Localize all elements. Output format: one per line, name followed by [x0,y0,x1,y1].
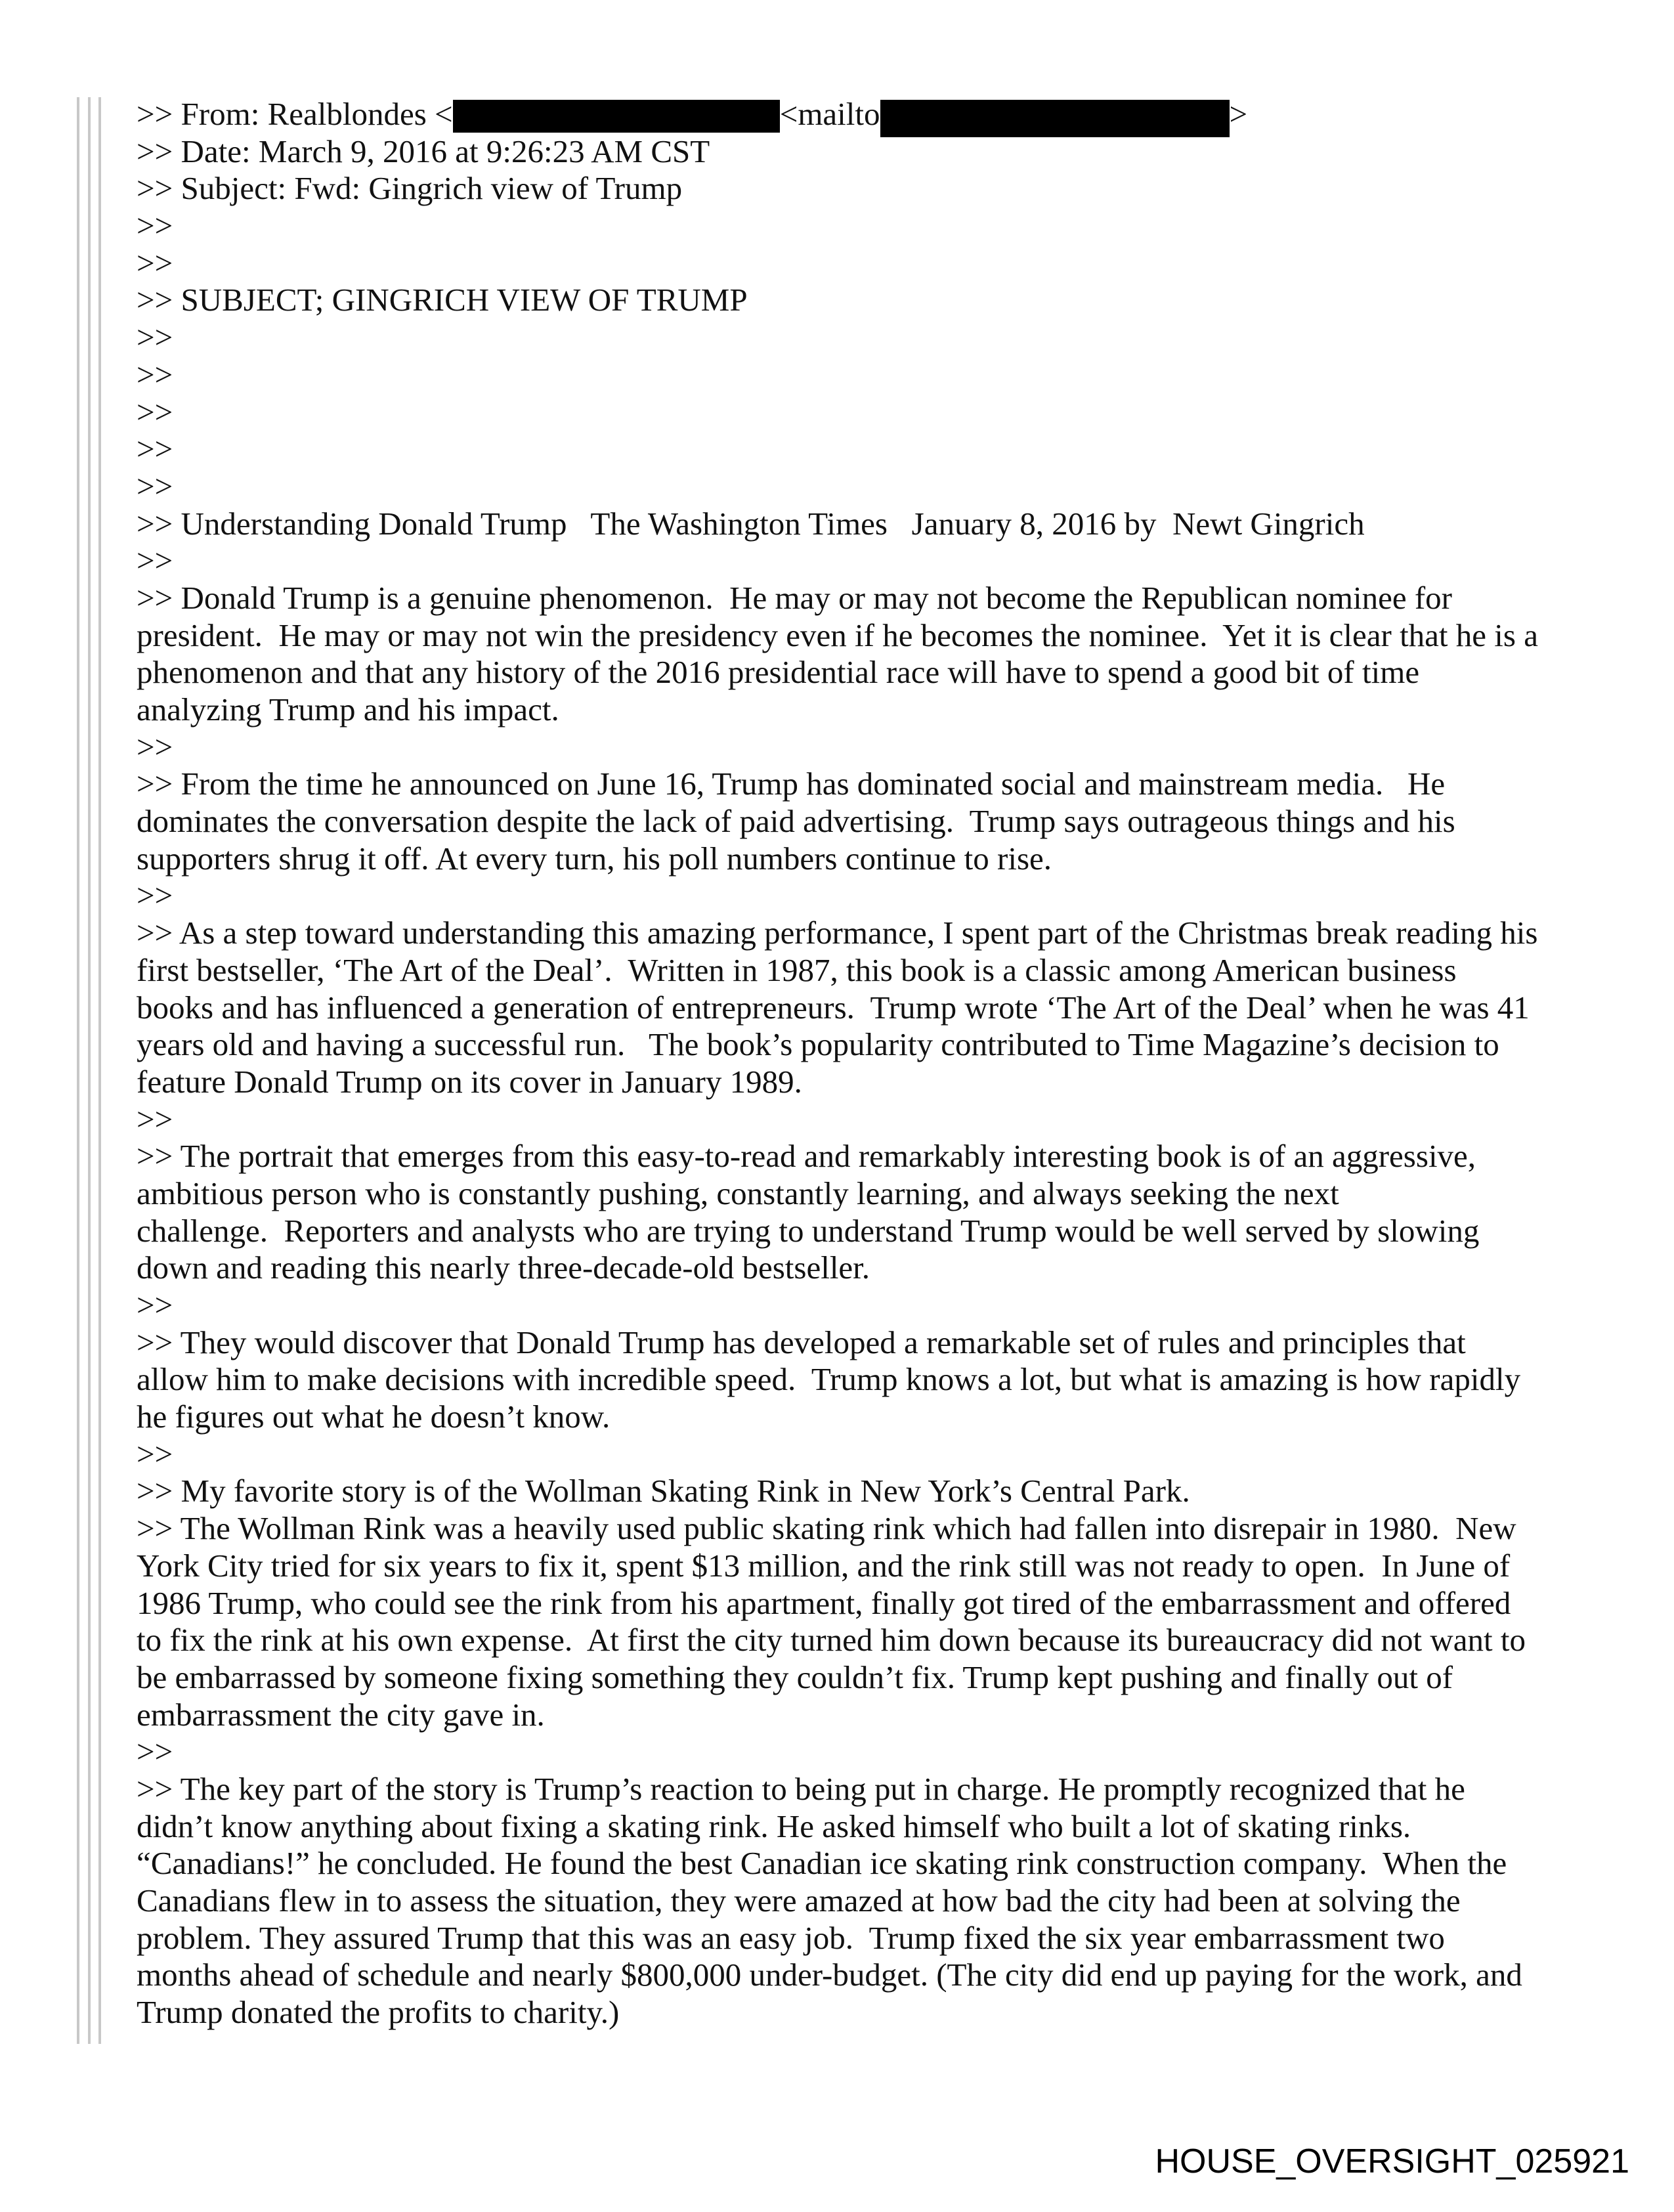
text-line: supporters shrug it off. At every turn, his poll numbers continue to rise. [137,840,1052,877]
text-line: >> [137,467,173,504]
text-line: >> [137,207,173,244]
quote-bar [88,97,91,2044]
text-line: >> My favorite story is of the Wollman Skating Rink in New York’s Central Park. [137,1473,1190,1509]
text-line: he figures out what he doesn’t know. [137,1399,611,1435]
text-line: >> [137,1100,173,1137]
from-line [137,96,1538,133]
text-line: dominates the conversation despite the lack of paid advertising. Trump says outrageous things and his [137,803,1455,840]
text-line: didn’t know anything about fixing a skating rink. He asked himself who built a lot of skating rinks. [137,1808,1411,1844]
text-line: >> [137,319,173,356]
text-line: ambitious person who is constantly pushing, constantly learning, and always seeking the next [137,1175,1339,1211]
text-line: Trump donated the profits to charity.) [137,1994,620,2031]
text-line: >> Understanding Donald Trump The Washington Times January 8, 2016 by Newt Gingrich [137,505,1365,542]
text-line: months ahead of schedule and nearly $800,000 under-budget. (The city did end up paying for the work, and [137,1957,1522,1993]
text-line: feature Donald Trump on its cover in January 1989. [137,1063,802,1100]
from-label: >> From: Realblondes < [137,96,453,132]
text-line: “Canadians!” he concluded. He found the best Canadian ice skating rink construction company. When the [137,1845,1507,1882]
from-suffix: > [1229,96,1248,132]
text-line: >> [137,542,173,579]
text-line: books and has influenced a generation of entrepreneurs. Trump wrote ‘The Art of the Deal’ when he was 41 [137,989,1530,1026]
text-line: >> [137,1287,173,1323]
redaction-box [453,100,780,133]
text-line: first bestseller, ‘The Art of the Deal’. Written in 1987, this book is a classic among American business [137,951,1457,988]
text-line: years old and having a successful run. The book’s popularity contributed to Time Magazine’s decision to [137,1026,1499,1063]
text-line: allow him to make decisions with incredible speed. Trump knows a lot, but what is amazing is how rapidly [137,1361,1521,1398]
text-line: >> [137,356,173,393]
text-line: challenge. Reporters and analysts who are trying to understand Trump would be well served by slowing [137,1212,1480,1249]
text-line: to fix the rink at his own expense. At first the city turned him down because its bureaucracy did not want to [137,1622,1526,1659]
text-line: >> They would discover that Donald Trump has developed a remarkable set of rules and principles that [137,1324,1466,1360]
text-line: >> As a step toward understanding this amazing performance, I spent part of the Christmas break reading his [137,915,1538,951]
text-line: >> Subject: Fwd: Gingrich view of Trump [137,170,683,207]
text-line: >> The Wollman Rink was a heavily used public skating rink which had fallen into disrepair in 1980. New [137,1510,1516,1547]
text-line: president. He may or may not win the presidency even if he becomes the nominee. Yet it is clear that he is a [137,617,1538,653]
text-line: embarrassment the city gave in. [137,1696,545,1733]
text-line: >> The portrait that emerges from this easy-to-read and remarkably interesting book is of an aggressive, [137,1138,1476,1175]
text-line: >> [137,1733,173,1770]
text-line: >> [137,393,173,430]
quote-bar [98,97,101,2044]
text-line: >> [137,244,173,281]
text-line: >> SUBJECT; GINGRICH VIEW OF TRUMP [137,282,748,318]
text-line: York City tried for six years to fix it, spent $13 million, and the rink still was not ready to open. In June of [137,1547,1511,1584]
text-line: >> [137,431,173,467]
text-line: 1986 Trump, who could see the rink from his apartment, finally got tired of the embarrassment and offered [137,1584,1511,1621]
text-line: phenomenon and that any history of the 2016 presidential race will have to spend a good bit of time [137,654,1420,691]
quote-bar [77,97,79,2044]
text-line: >> From the time he announced on June 16, Trump has dominated social and mainstream media. He [137,766,1446,802]
redaction-box [880,100,1230,137]
text-line: problem. They assured Trump that this was an easy job. Trump fixed the six year embarrassment two [137,1919,1445,1956]
mailto-label: <mailto [779,96,880,132]
text-line: down and reading this nearly three-decade-old bestseller. [137,1249,870,1286]
text-line: >> Donald Trump is a genuine phenomenon. He may or may not become the Republican nominee for [137,579,1452,616]
text-line: Canadians flew in to assess the situation, they were amazed at how bad the city had been at solving the [137,1882,1461,1919]
text-line: >> Date: March 9, 2016 at 9:26:23 AM CST [137,133,710,169]
text-line: >> [137,728,173,765]
text-line: analyzing Trump and his impact. [137,691,559,727]
text-line: >> [137,1435,173,1472]
email-body [137,96,1538,2031]
text-line: >> The key part of the story is Trump’s reaction to being put in charge. He promptly recognized that he [137,1770,1465,1807]
bates-number: HOUSE_OVERSIGHT_025921 [1155,2142,1629,2180]
text-line: be embarrassed by someone fixing something they couldn’t fix. Trump kept pushing and finally out of [137,1659,1453,1695]
text-line: >> [137,877,173,914]
